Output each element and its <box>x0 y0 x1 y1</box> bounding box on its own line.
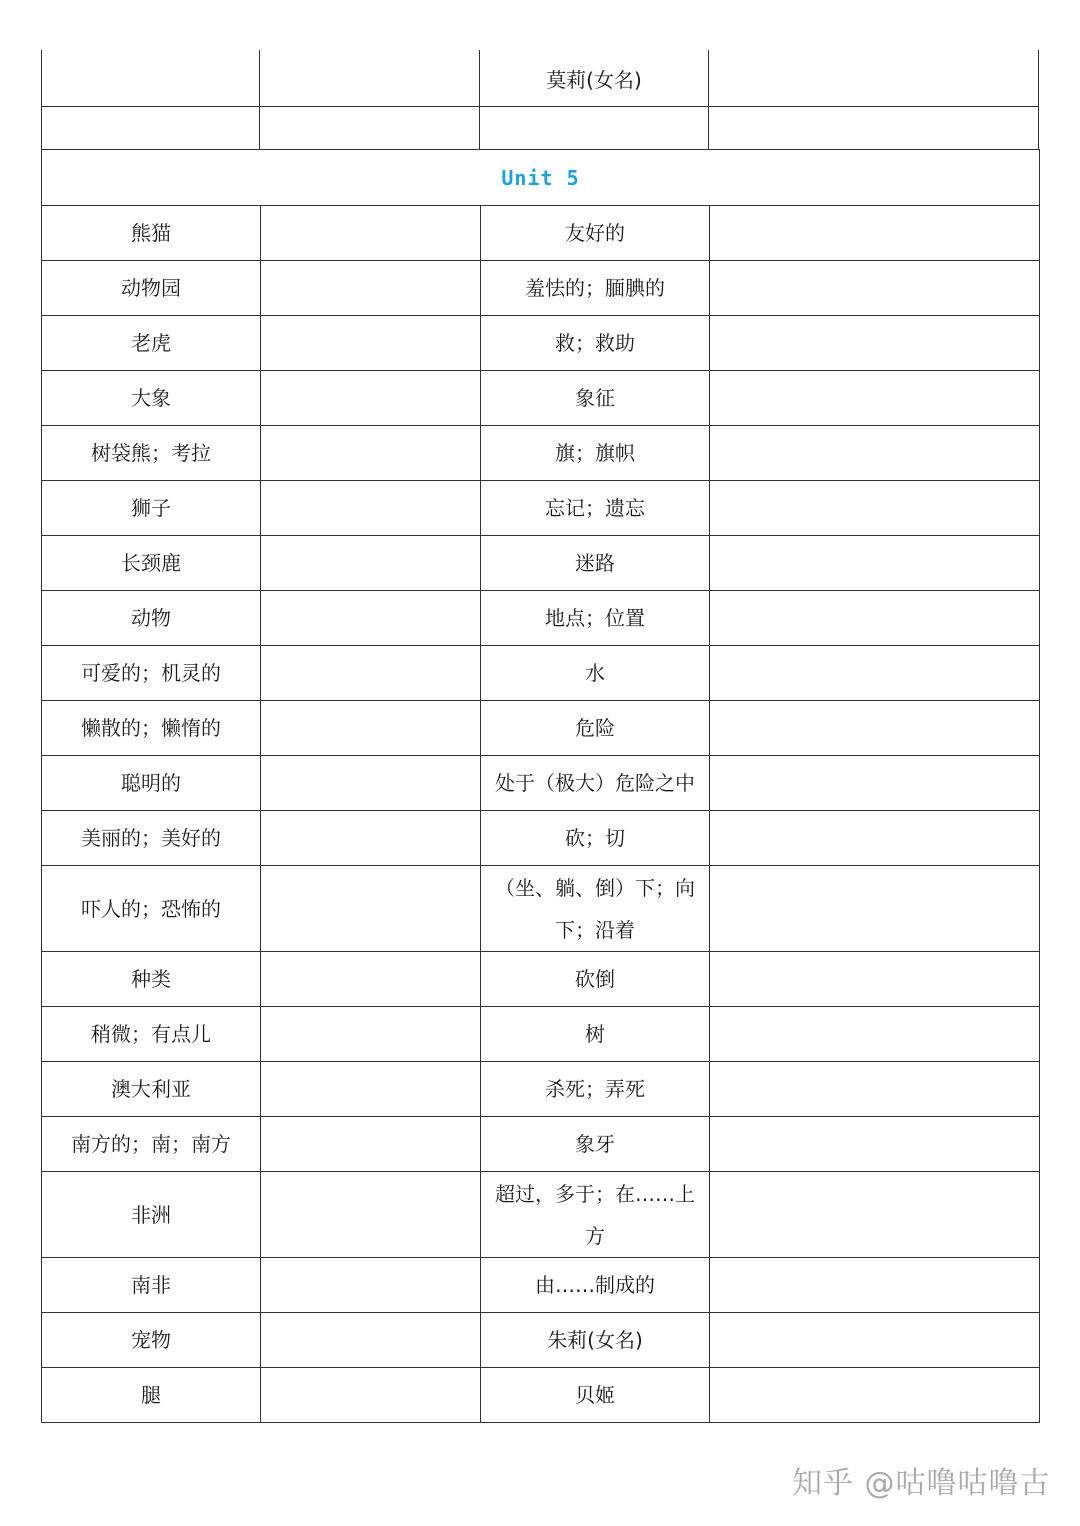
chinese-term-left: 种类 <box>42 952 261 1007</box>
chinese-term-right: 处于（极大）危险之中 <box>481 756 710 811</box>
table-row <box>42 371 1040 426</box>
table-row <box>42 206 1040 261</box>
answer-blank-right <box>710 536 1040 591</box>
fragment-cell-text: 莫莉(女名) <box>546 67 642 92</box>
answer-blank-right <box>710 1172 1040 1258</box>
answer-blank-right <box>710 1117 1040 1172</box>
chinese-term-right: 由……制成的 <box>481 1258 710 1313</box>
chinese-term-left: 南方的；南；南方 <box>42 1117 261 1172</box>
answer-blank-right <box>710 316 1040 371</box>
answer-blank-left <box>261 1117 481 1172</box>
answer-blank-left <box>261 1062 481 1117</box>
chinese-term-left: 腿 <box>42 1368 261 1423</box>
chinese-term-right: 迷路 <box>481 536 710 591</box>
table-row <box>42 811 1040 866</box>
answer-blank-left <box>261 756 481 811</box>
chinese-term-right: 旗；旗帜 <box>481 426 710 481</box>
answer-blank-right <box>710 206 1040 261</box>
chinese-term-right: 象征 <box>481 371 710 426</box>
table-row <box>42 756 1040 811</box>
chinese-term-left: 长颈鹿 <box>42 536 261 591</box>
chinese-term-right: 忘记；遗忘 <box>481 481 710 536</box>
answer-blank-left <box>261 701 481 756</box>
answer-blank-left <box>261 811 481 866</box>
table-row <box>42 701 1040 756</box>
table-row <box>42 1007 1040 1062</box>
answer-blank-right <box>710 1007 1040 1062</box>
chinese-term-left: 南非 <box>42 1258 261 1313</box>
vocabulary-table <box>41 149 1040 1423</box>
table-row <box>42 1172 1040 1258</box>
chinese-term-left: 懒散的；懒惰的 <box>42 701 261 756</box>
table-row <box>42 261 1040 316</box>
answer-blank-left <box>261 591 481 646</box>
chinese-term-left: 狮子 <box>42 481 261 536</box>
answer-blank-right <box>710 1313 1040 1368</box>
answer-blank-right <box>710 261 1040 316</box>
chinese-term-left: 动物 <box>42 591 261 646</box>
chinese-term-left: 聪明的 <box>42 756 261 811</box>
chinese-term-left: 美丽的；美好的 <box>42 811 261 866</box>
chinese-term-right: 砍；切 <box>481 811 710 866</box>
answer-blank-right <box>710 1368 1040 1423</box>
chinese-term-right: 象牙 <box>481 1117 710 1172</box>
chinese-term-right: 树 <box>481 1007 710 1062</box>
answer-blank-left <box>261 1258 481 1313</box>
answer-blank-left <box>261 371 481 426</box>
chinese-term-left: 熊猫 <box>42 206 261 261</box>
chinese-term-right: 贝姬 <box>481 1368 710 1423</box>
answer-blank-right <box>710 646 1040 701</box>
answer-blank-left <box>261 481 481 536</box>
answer-blank-right <box>710 866 1040 952</box>
answer-blank-right <box>710 591 1040 646</box>
fragment-border-col1 <box>259 50 260 150</box>
chinese-term-right: 救；救助 <box>481 316 710 371</box>
unit-title: Unit 5 <box>42 150 1040 206</box>
answer-blank-left <box>261 1172 481 1258</box>
chinese-term-right: 杀死；弄死 <box>481 1062 710 1117</box>
chinese-term-right: 友好的 <box>481 206 710 261</box>
answer-blank-left <box>261 536 481 591</box>
chinese-term-left: 可爱的；机灵的 <box>42 646 261 701</box>
answer-blank-left <box>261 426 481 481</box>
table-row <box>42 481 1040 536</box>
table-row <box>42 1368 1040 1423</box>
answer-blank-left <box>261 206 481 261</box>
table-row <box>42 1313 1040 1368</box>
answer-blank-left <box>261 1313 481 1368</box>
chinese-term-right: 朱莉(女名) <box>481 1313 710 1368</box>
answer-blank-right <box>710 371 1040 426</box>
fragment-border-right <box>1038 50 1039 150</box>
chinese-term-right: 地点；位置 <box>481 591 710 646</box>
table-row <box>42 1062 1040 1117</box>
table-row <box>42 1117 1040 1172</box>
answer-blank-right <box>710 701 1040 756</box>
answer-blank-right <box>710 756 1040 811</box>
answer-blank-right <box>710 811 1040 866</box>
answer-blank-left <box>261 261 481 316</box>
answer-blank-left <box>261 646 481 701</box>
table-row <box>42 316 1040 371</box>
answer-blank-right <box>710 1062 1040 1117</box>
chinese-term-right: 水 <box>481 646 710 701</box>
unit-header-row <box>42 150 1040 206</box>
chinese-term-right: （坐、躺、倒）下；向下；沿着 <box>481 866 710 952</box>
chinese-term-left: 稍微；有点儿 <box>42 1007 261 1062</box>
answer-blank-left <box>261 952 481 1007</box>
table-row <box>42 1258 1040 1313</box>
table-row <box>42 866 1040 952</box>
answer-blank-left <box>261 1368 481 1423</box>
chinese-term-right: 砍倒 <box>481 952 710 1007</box>
chinese-term-left: 树袋熊；考拉 <box>42 426 261 481</box>
chinese-term-left: 吓人的；恐怖的 <box>42 866 261 952</box>
answer-blank-left <box>261 316 481 371</box>
table-row <box>42 426 1040 481</box>
chinese-term-left: 大象 <box>42 371 261 426</box>
fragment-border-left <box>41 50 42 150</box>
answer-blank-right <box>710 952 1040 1007</box>
chinese-term-left: 老虎 <box>42 316 261 371</box>
watermark: 知乎 @咕噜咕噜古 <box>792 1466 1051 1501</box>
answer-blank-left <box>261 866 481 952</box>
chinese-term-right: 羞怯的；腼腆的 <box>481 261 710 316</box>
table-row <box>42 646 1040 701</box>
chinese-term-left: 动物园 <box>42 261 261 316</box>
table-row <box>42 952 1040 1007</box>
answer-blank-right <box>710 1258 1040 1313</box>
chinese-term-left: 宠物 <box>42 1313 261 1368</box>
chinese-term-left: 澳大利亚 <box>42 1062 261 1117</box>
answer-blank-right <box>710 426 1040 481</box>
table-row <box>42 591 1040 646</box>
table-row <box>42 536 1040 591</box>
previous-table-fragment <box>41 50 1039 150</box>
answer-blank-right <box>710 481 1040 536</box>
fragment-row-divider <box>41 106 1039 107</box>
chinese-term-right: 危险 <box>481 701 710 756</box>
chinese-term-right: 超过，多于；在……上方 <box>481 1172 710 1258</box>
answer-blank-left <box>261 1007 481 1062</box>
chinese-term-left: 非洲 <box>42 1172 261 1258</box>
